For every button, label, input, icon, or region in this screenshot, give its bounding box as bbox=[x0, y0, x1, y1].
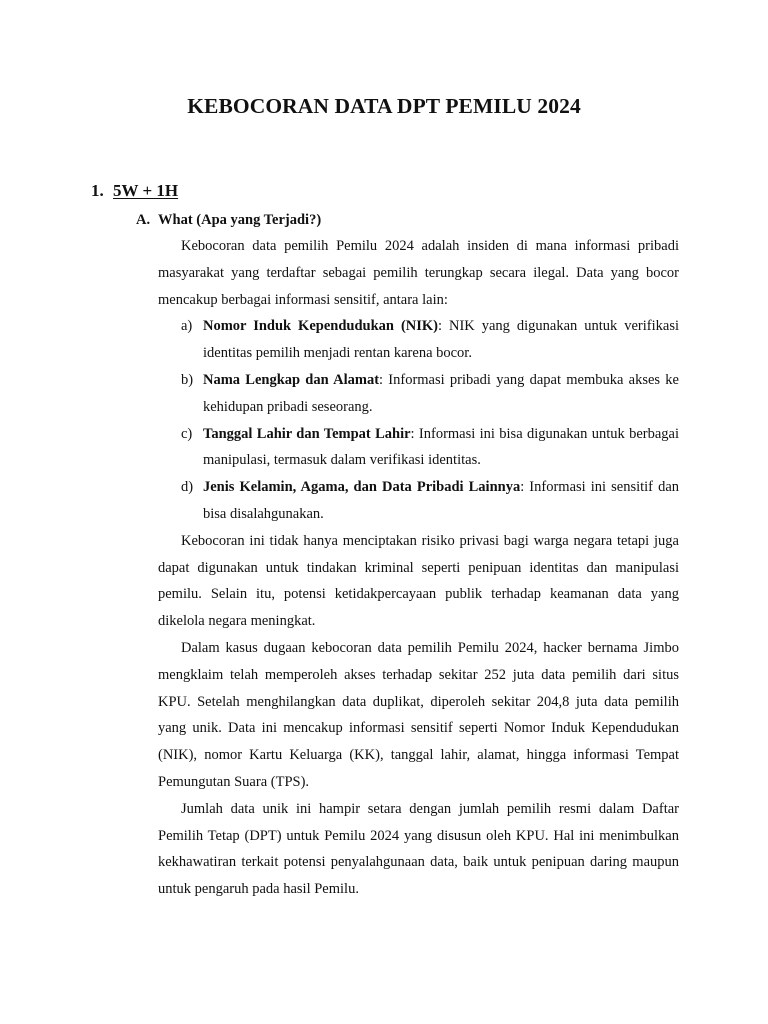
list-marker: d) bbox=[181, 479, 194, 496]
list-item-term: Tanggal Lahir dan Tempat Lahir bbox=[203, 425, 411, 442]
subsection-letter: A. bbox=[136, 212, 151, 228]
list-item-term: Nomor Induk Kependudukan (NIK) bbox=[203, 318, 438, 335]
body-paragraph: Dalam kasus dugaan kebocoran data pemilih Pemilu 2024, hacker bernama Jimbo mengklaim telah memperoleh akses terhadap sekitar 252 juta data pemilih dari situs KPU. Setelah menghilangkan data duplikat, diperoleh sekitar 204,8 juta data pemilih yang unik. Data ini mencakup informasi sensitif seperti Nomor Induk Kependudukan (NIK), nomor Kartu Keluarga (KK), tanggal lahir, alamat, hingga informasi Tempat Pemungutan Suara (TPS). bbox=[158, 639, 679, 790]
list-marker: b) bbox=[181, 371, 194, 388]
intro-paragraph: Kebocoran data pemilih Pemilu 2024 adalah insiden di mana informasi pribadi masyarakat yang terdaftar sebagai pemilih terungkap secara ilegal. Data yang bocor mencakup berbagai informasi sensitif, antara lain: bbox=[158, 238, 679, 308]
list-item bbox=[158, 367, 679, 421]
list-item bbox=[158, 421, 679, 475]
subsection-title: What (Apa yang Terjadi?) bbox=[158, 212, 322, 228]
section-title: 5W + 1H bbox=[113, 181, 179, 200]
document-body bbox=[158, 233, 679, 903]
list-item bbox=[158, 313, 679, 367]
list-item-term: Jenis Kelamin, Agama, dan Data Pribadi Lainnya bbox=[203, 479, 521, 496]
list-item-term: Nama Lengkap dan Alamat bbox=[203, 371, 380, 388]
section-number: 1. bbox=[91, 181, 104, 200]
list-item-text: : Informasi pribadi yang dapat membuka akses ke kehidupan pribadi seseorang. bbox=[203, 371, 679, 415]
body-paragraph: Jumlah data unik ini hampir setara dengan jumlah pemilih resmi dalam Daftar Pemilih Tetap (DPT) untuk Pemilu 2024 yang disusun oleh KPU. Hal ini menimbulkan kekhawatiran terkait potensi penyalahgunaan data, baik untuk penipuan daring maupun untuk pengaruh pada hasil Pemilu. bbox=[158, 800, 679, 898]
list-marker: a) bbox=[181, 318, 193, 335]
body-paragraph: Kebocoran ini tidak hanya menciptakan risiko privasi bagi warga negara tetapi juga dapat digunakan untuk tindakan kriminal seperti penipuan identitas dan manipulasi pemilu. Selain itu, potensi ketidakpercayaan publik terhadap keamanan data yang dikelola negara meningkat. bbox=[158, 532, 679, 630]
list-item bbox=[158, 474, 679, 528]
leaked-data-list bbox=[158, 313, 679, 527]
list-item-text: : NIK yang digunakan untuk verifikasi identitas pemilih menjadi rentan karena bocor. bbox=[203, 318, 680, 362]
subsection-heading bbox=[136, 212, 321, 229]
list-item-text: : Informasi ini sensitif dan bisa disalahgunakan. bbox=[203, 479, 680, 522]
section-heading bbox=[91, 181, 178, 201]
document-title: KEBOCORAN DATA DPT PEMILU 2024 bbox=[187, 94, 581, 118]
list-item-text: : Informasi ini bisa digunakan untuk berbagai manipulasi, termasuk dalam verifikasi identitas. bbox=[203, 425, 679, 469]
list-marker: c) bbox=[181, 425, 193, 442]
